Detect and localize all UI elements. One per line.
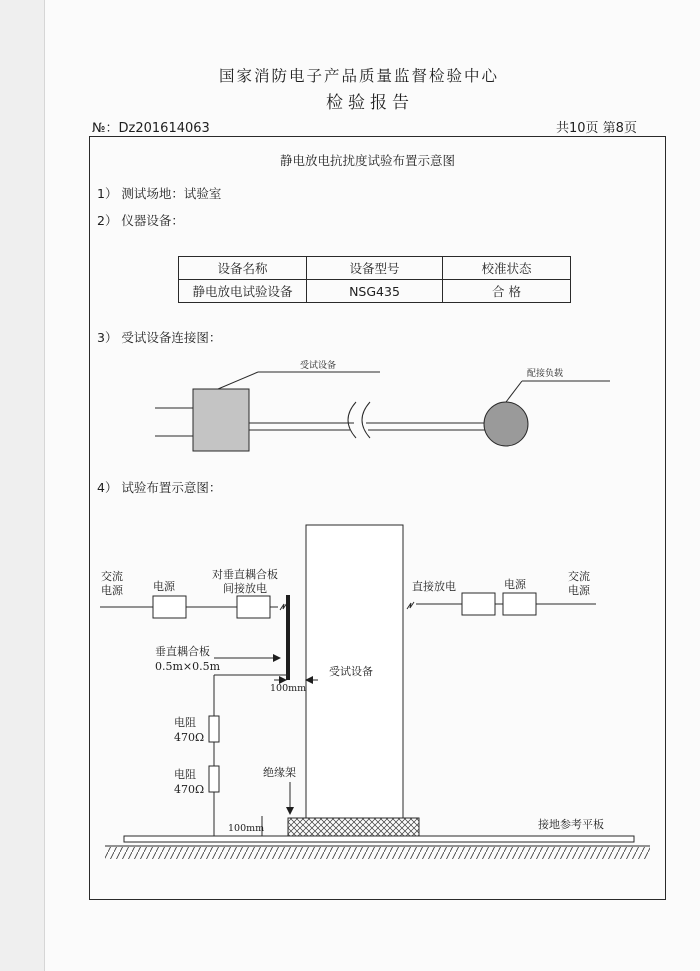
vertical-coupling-plane [286, 595, 290, 680]
document-title: 检验报告 [326, 93, 414, 113]
table-cell: 合 格 [443, 280, 571, 303]
resistor-1 [209, 716, 219, 742]
direct-discharge-label: 直接放电 [412, 580, 456, 593]
layout-diagram-line: 4） 试验布置示意图： [97, 480, 222, 495]
power-label-right: 电源 [504, 578, 526, 591]
ground-plane [124, 836, 634, 842]
gap-100mm-bottom: 100mm [228, 823, 265, 834]
table-cell: 静电放电试验设备 [179, 280, 307, 303]
eut-layout-label: 受试设备 [329, 665, 373, 678]
test-site-line: 1） 测试场地：试验室 [97, 186, 222, 201]
table-header-cell: 设备型号 [307, 257, 443, 280]
org-name: 国家消防电子产品质量监督检验中心 [219, 67, 500, 85]
page-count: 共10页 第8页 [556, 121, 637, 136]
instruments-line: 2） 仪器设备： [97, 213, 184, 228]
load-label: 配接负载 [527, 369, 564, 379]
resistor-2 [209, 766, 219, 792]
report-number: №：Dz201614063 [92, 121, 210, 136]
resistor-1-label: 电阻 470Ω [174, 716, 205, 744]
table-header-cell: 校准状态 [443, 257, 571, 280]
ground-plane-label: 接地参考平板 [538, 818, 604, 831]
section-title: 静电放电抗扰度试验布置示意图 [280, 153, 456, 168]
insulation-support [288, 818, 419, 836]
insulation-label: 绝缘架 [263, 766, 296, 779]
vcp-label: 垂直耦合板 0.5m×0.5m [155, 645, 221, 673]
eut-label: 受试设备 [300, 361, 337, 371]
indirect-discharge-label: 对垂直耦合板 间接放电 [212, 568, 278, 595]
discharge-spark [280, 603, 287, 610]
esd-generator-direct [462, 593, 495, 615]
discharge-spark-right [407, 602, 414, 609]
power-supply-left [153, 596, 186, 618]
power-supply-right [503, 593, 536, 615]
ac-source-right: 交流 电源 [568, 570, 590, 597]
connection-diagram-line: 3） 受试设备连接图： [97, 330, 222, 345]
resistor-2-label: 电阻 470Ω [174, 768, 205, 796]
table-header-cell: 设备名称 [179, 257, 307, 280]
table-cell: NSG435 [307, 280, 443, 303]
power-label-left: 电源 [153, 580, 175, 593]
ac-source-left: 交流 电源 [101, 570, 123, 597]
ground-hatch [105, 847, 650, 859]
gap-100mm-top: 100mm [270, 683, 307, 694]
esd-generator-indirect [237, 596, 270, 618]
